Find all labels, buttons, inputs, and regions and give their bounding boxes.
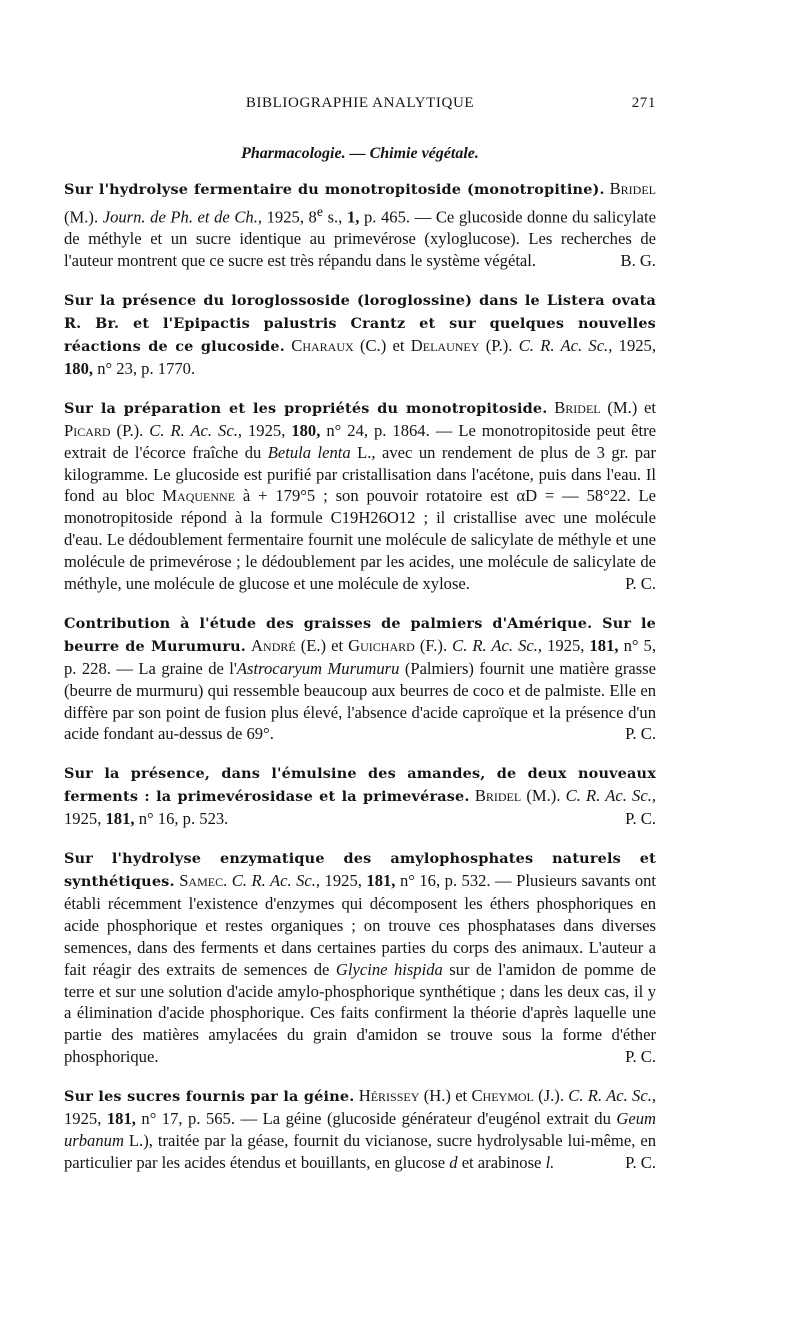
entry-journal: Journ. de Ph. et de Ch., xyxy=(102,207,263,227)
entry-title: Sur la présence du loroglossoside (loroglossine) dans le Listera ovata R. Br. et l'Epipactis palustris Crantz et sur quelques nouvelles réactions de ce glucoside. xyxy=(64,292,656,355)
entry-abstract: La géine (glucoside générateur d'eugénol extrait du xyxy=(262,1109,611,1129)
species-name: Astrocaryum Murumuru xyxy=(236,658,400,678)
entries-list xyxy=(64,178,656,1191)
entry-year: 1925, xyxy=(324,871,362,890)
entry-signature: P. C. xyxy=(625,724,656,744)
entry-title: Sur la préparation et les propriétés du monotropitoside. xyxy=(64,399,548,417)
entry-signature: P. C. xyxy=(625,574,656,594)
series-superscript: e xyxy=(316,203,323,219)
entry-murumuru xyxy=(64,612,656,745)
entry-journal: C. R. Ac. Sc., xyxy=(565,786,657,806)
entry-title: Contribution à l'étude des graisses de palmiers d'Amérique. Sur le beurre de Murumuru. xyxy=(64,614,656,655)
entry-journal: C. R. Ac. Sc., xyxy=(452,635,543,655)
entry-author: Hérissey (H.) xyxy=(358,1086,451,1106)
running-head-title: BIBLIOGRAPHIE ANALYTIQUE xyxy=(245,95,475,111)
entry-title: Sur la présence, dans l'émulsine des amandes, de deux nouveaux ferments : la primevérosidase et la primevérase. xyxy=(64,765,656,806)
entry-geine xyxy=(64,1085,656,1174)
species-name: Geum urbanum xyxy=(64,1109,657,1150)
entry-pages: n° 17, p. 565. — xyxy=(141,1109,258,1129)
entry-author: André (E.) xyxy=(251,635,327,655)
entry-volume: 181, xyxy=(105,809,135,829)
running-head xyxy=(64,95,656,115)
entry-pages: n° 16, p. 532. — xyxy=(399,871,512,890)
entry-amylophosphates xyxy=(64,847,656,1068)
entry-volume: 181, xyxy=(106,1109,136,1129)
entry-volume: 180, xyxy=(291,420,321,440)
entry-abstract: Plusieurs savants ont établi récemment l'existence d'enzymes qui décomposent les éthers phosphoriques en acide phosphorique et restes organiques ; on trouve ces phosphatases dans diverses semences, dans des ferments et dans certaines parties du corps des animaux. L'auteur a fait réagir des extraits de semences de xyxy=(64,871,657,979)
entry-and: et xyxy=(644,397,656,417)
entry-year: 1925, xyxy=(64,1109,102,1129)
entry-author: Cheymol (J.). xyxy=(471,1086,564,1106)
entry-volume: 1, xyxy=(346,207,360,227)
entry-journal: C. R. Ac. Sc., xyxy=(568,1086,656,1106)
entry-volume: 181, xyxy=(366,871,396,890)
entry-author: Picard (P.). xyxy=(64,420,144,440)
entry-abstract: Le monotropitoside peut être extrait de l'écorce fraîche du xyxy=(64,420,656,462)
entry-pages: p. 465. — xyxy=(363,207,432,227)
entry-journal: C. R. Ac. Sc., xyxy=(518,335,613,355)
entry-and: et xyxy=(392,335,405,355)
entry-title: Sur l'hydrolyse enzymatique des amylophosphates naturels et synthétiques. xyxy=(64,850,656,890)
entry-year: 1925, xyxy=(618,335,656,355)
entry-pages: n° 5, p. 228. — xyxy=(64,635,657,678)
entry-and: et xyxy=(331,635,344,655)
species-name: Glycine hispida xyxy=(335,959,443,979)
entry-author: Charaux (C.) xyxy=(291,335,387,355)
entry-year: 1925, xyxy=(248,420,286,440)
entry-loroglossoside xyxy=(64,289,656,380)
entry-author: Samec. xyxy=(179,871,228,890)
entry-and: et xyxy=(455,1086,468,1106)
species-name: Betula lenta xyxy=(267,442,351,462)
entry-pages: n° 23, p. 1770. xyxy=(97,358,196,378)
entry-journal: C. R. Ac. Sc., xyxy=(149,420,243,440)
entry-signature: P. C. xyxy=(625,809,656,829)
entry-title: Sur l'hydrolyse fermentaire du monotropitoside (monotropitine). xyxy=(64,181,605,198)
entry-volume: 181, xyxy=(589,635,619,655)
entry-abstract: La graine de l' xyxy=(138,658,237,678)
page-number: 271 xyxy=(631,95,656,111)
isomer-l: l. xyxy=(545,1152,555,1172)
entry-series: s., xyxy=(327,207,343,227)
cited-author: Maquenne xyxy=(162,486,236,506)
entry-monotropitoside-preparation xyxy=(64,397,656,595)
entry-abstract: à + 179°5 ; son pouvoir rotatoire est αD = — 58°22. Le monotropitoside répond à la formule C19H26O12 ; il cristallise avec une molécule d'eau. Le dédoublement fermentaire fournit une molécule de salicylate de méthyle et une molécule de primevérose ; le dédoublement par les acides, une molécule de salicylate de méthyle, une molécule de glucose et une molécule de xylose. xyxy=(64,486,656,594)
entry-monotropitoside-hydrolysis xyxy=(64,178,656,272)
entry-year: 1925, xyxy=(547,635,585,655)
entry-signature: B. G. xyxy=(620,251,656,271)
entry-abstract: Ce glucoside donne du salicylate de méthyle et un sucre identique au primevérose (xyloglucose). Les recherches de l'auteur montrent que ce sucre est très répandu dans le système végétal. xyxy=(64,207,656,271)
entry-year: 1925, 8 xyxy=(266,207,317,227)
entry-author: Bridel (M.). xyxy=(64,179,656,227)
entry-abstract: (Palmiers) fournit une matière grasse (beurre de murmuru) qui ressemble beaucoup aux beurres de coco et de palmiste. Elle en diffère par son point de fusion plus élevé, l'absence d'acide caproïque et la présence d'un acide fondant au-dessus de 69°. xyxy=(64,658,657,744)
entry-abstract: L., avec un rendement de plus de 3 gr. par kilogramme. Le glucoside est purifié par cristallisation dans l'acétone, puis dans l'eau. Il fond au bloc xyxy=(64,442,656,506)
entry-year: 1925, xyxy=(64,809,102,829)
entry-author: Bridel (M.). xyxy=(474,786,561,806)
entry-abstract: sur de l'amidon de pomme de terre et sur une solution d'acide amylo-phosphorique synthétique ; dans les deux cas, il y a élimination d'acide phosphorique. Ces faits confirment la théorie d'après laquelle une partie des matières amylacées du grain d'amidon se trouve sous la forme d'éther phosphorique. xyxy=(64,959,656,1067)
entry-abstract: et arabinose xyxy=(461,1152,542,1172)
entry-author: Delauney (P.). xyxy=(410,335,513,355)
entry-abstract: L.), traitée par la géase, fournit du vicianose, sucre hydrolysable lui-même, en particulier par les acides étendus et bouillants, en glucose xyxy=(64,1130,656,1172)
entry-pages: n° 24, p. 1864. — xyxy=(326,420,453,440)
entry-title: Sur les sucres fournis par la géine. xyxy=(64,1088,355,1106)
entry-author: Bridel (M.) xyxy=(554,397,638,417)
journal-page xyxy=(64,0,656,1320)
entry-emulsine xyxy=(64,762,656,830)
entry-pages: n° 16, p. 523. xyxy=(138,809,229,829)
entry-author: Guichard (F.). xyxy=(348,635,448,655)
section-heading: Pharmacologie. — Chimie végétale. xyxy=(241,145,479,162)
entry-signature: P. C. xyxy=(625,1152,656,1172)
entry-volume: 180, xyxy=(64,358,94,378)
entry-journal: C. R. Ac. Sc., xyxy=(231,871,321,890)
isomer-d: d xyxy=(449,1152,458,1172)
entry-signature: P. C. xyxy=(625,1047,656,1067)
